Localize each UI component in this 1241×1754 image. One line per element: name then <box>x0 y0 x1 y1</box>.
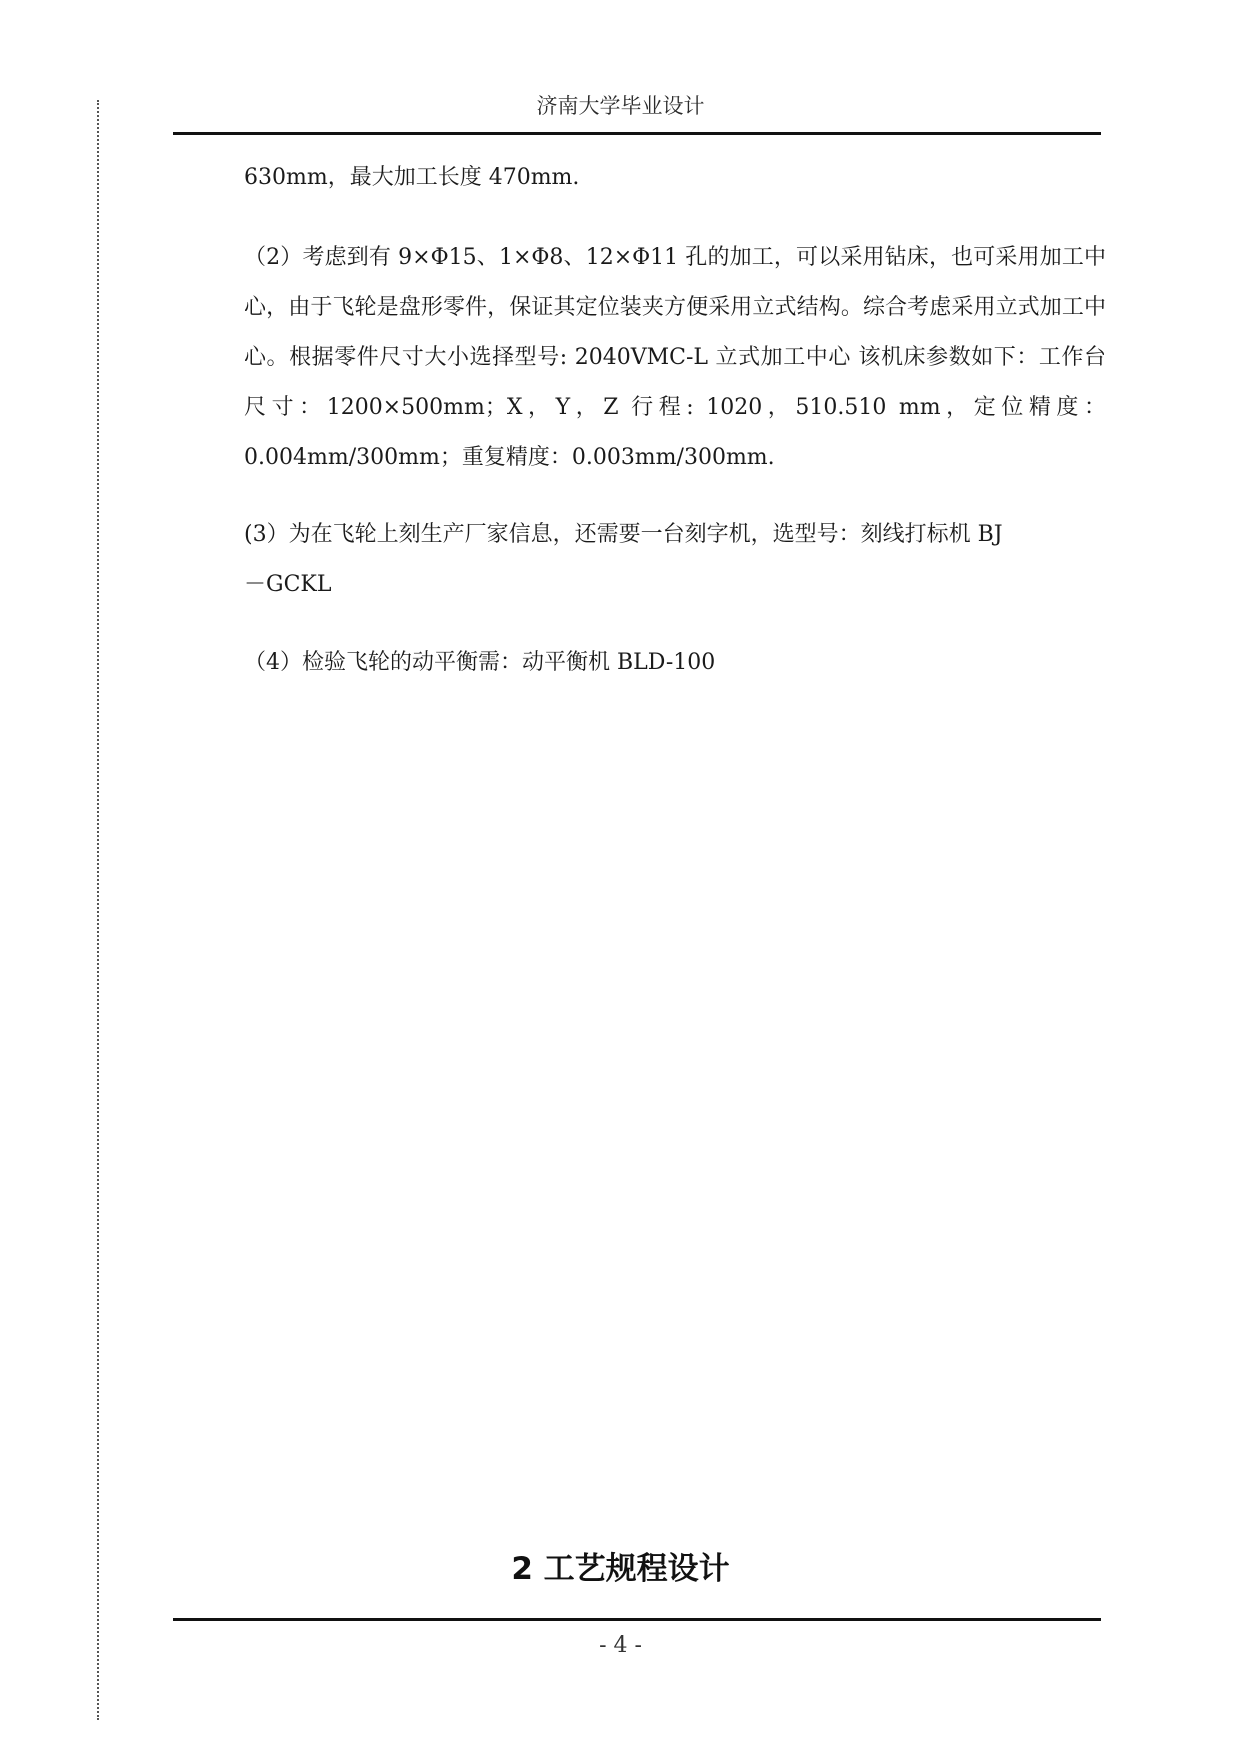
body-paragraph-2 <box>244 233 1106 483</box>
page-number: - 4 - <box>599 1633 642 1658</box>
body-paragraph-4 <box>244 638 1106 688</box>
running-header: 济南大学毕业设计 <box>536 94 705 118</box>
paragraph-text: 630mm，最大加工长度 470mm. <box>244 165 580 190</box>
binding-margin-line <box>97 100 99 1720</box>
chapter-heading: 2 工艺规程设计 <box>511 1551 730 1587</box>
body-paragraph-1 <box>244 153 1106 203</box>
body-paragraph-3 <box>244 510 1106 610</box>
paragraph-text: （2）考虑到有 9×Φ15、1×Φ8、12×Φ11 孔的加工，可以采用钻床，也可采用加工中心，由于飞轮是盘形零件，保证其定位装夹方便采用立式结构。综合考虑采用立式加工中心。根据零件尺寸大小选择型号: 2040VMC-L 立式加工中心 该机床参数如下：工作台尺寸：1200×500mm；X，Y，Z 行程: 1020，510.510 mm，定位精度：0.004mm/300mm；重复精度：0.003mm/300mm. <box>244 245 1106 470</box>
footer-rule <box>173 1618 1101 1621</box>
paragraph-text: （4）检验飞轮的动平衡需：动平衡机 BLD-100 <box>244 650 716 675</box>
paragraph-line-1: (3）为在飞轮上刻生产厂家信息，还需要一台刻字机，选型号：刻线打标机 BJ <box>244 522 1003 547</box>
header-rule <box>173 132 1101 135</box>
paragraph-line-2: －GCKL <box>244 572 332 597</box>
